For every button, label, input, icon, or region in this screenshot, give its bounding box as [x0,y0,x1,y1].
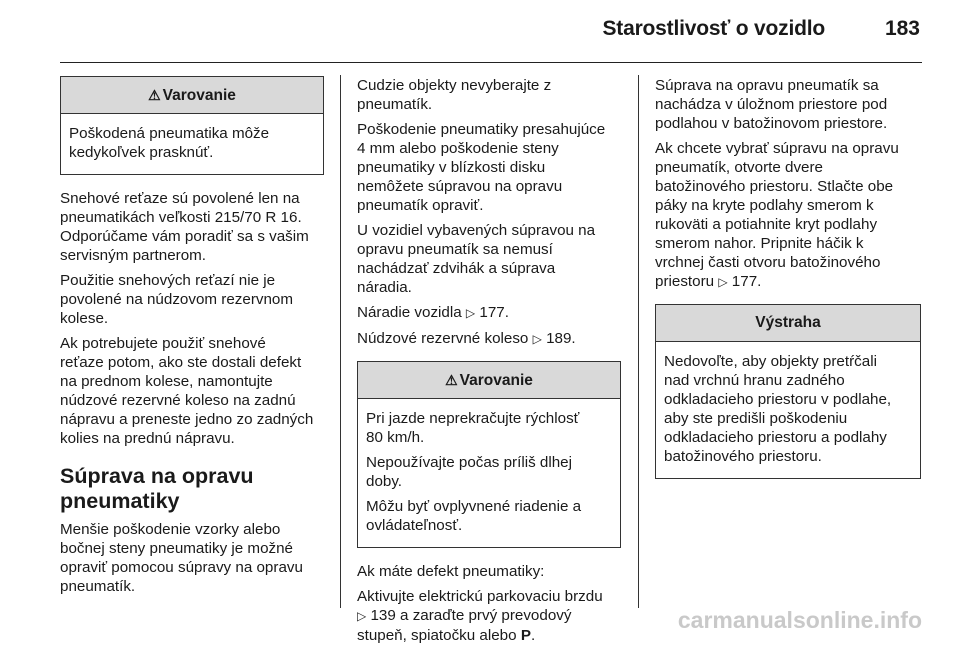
ref-page[interactable]: 189. [546,330,576,347]
ref-page[interactable]: 139 [370,607,396,624]
column-3 [655,76,921,491]
warning-text: Môžu byť ovplyvnené riadenie a ovládateľnosť. [366,498,582,534]
defect-step: Aktivujte elektrickú parkovaciu brzdu ▷ 139 a zaraďte prvý prevodový stupeň, spiatočku alebo P. [357,588,603,644]
paragraph: Ak máte defekt pneumatiky: [357,563,545,580]
warning-box [357,361,621,548]
warning-box [60,76,324,175]
warning-icon: ⚠ [445,372,458,388]
ref-page[interactable]: 177. [731,273,762,290]
cross-reference-tools: Náradie vozidla ▷ 177. [357,304,509,321]
caution-box [655,304,921,479]
page-header-title: Starostlivosť o vozidlo [602,17,825,40]
paragraph: Súprava na opravu pneumatík sa nachádza v úložnom priestore pod podlahou v batožinovom priestore. [655,77,888,132]
warning-text: Nepoužívajte počas príliš dlhej doby. [366,454,572,490]
paragraph: Cudzie objekty nevyberajte z pneumatík. [357,77,552,113]
ref-arrow-icon: ▷ [357,609,367,623]
ref-arrow-icon: ▷ [465,306,476,320]
paragraph: Menšie poškodenie vzorky alebo bočnej steny pneumatiky je možné opraviť pomocou súpravy na opravu pneumatík. [60,521,303,595]
header-divider [60,62,922,63]
gear-p-label: P [520,627,531,644]
warning-box-header [358,362,620,399]
paragraph: U vozidiel vybavených súpravou na opravu pneumatík sa nemusí nachádzať zdvihák a súprava náradia. [357,222,596,296]
watermark: carmanualsonline.info [677,607,922,633]
column-divider [638,75,639,608]
paragraph: Ak potrebujete použiť snehové reťaze potom, ako ste dostali defekt na prednom kolese, namontujte núdzové rezervné koleso na zadnú nápravu a preneste jedno zo zadných kolies na prednú nápravu. [60,335,314,447]
ref-arrow-icon: ▷ [532,332,542,346]
column-1 [60,76,324,602]
page-number: 183 [884,17,920,40]
warning-title: Varovanie [459,372,533,389]
column-divider [340,75,341,608]
ref-arrow-icon: ▷ [718,275,728,289]
cross-reference-spare: Núdzové rezervné koleso ▷ 189. [357,330,576,347]
caution-box-header: Výstraha [656,305,920,342]
caution-text: Nedovoľte, aby objekty pretŕčali nad vrchnú hranu zadného odkladacieho priestoru v podlahe, aby ste predišli poškodeniu odkladacieho priestoru a podlahy batožinového priestoru. [664,353,892,465]
warning-title: Varovanie [162,87,236,104]
warning-box-header [61,77,323,114]
paragraph: Poškodenie pneumatiky presahujúce 4 mm alebo poškodenie steny pneumatiky v blízkosti disku nemôžete súpravou na opravu pneumatík opraviť. [357,121,606,214]
section-heading: Súprava na opravu pneumatiky [60,464,254,513]
column-2 [357,76,621,651]
warning-text: Poškodená pneumatika môže kedykoľvek prasknúť. [69,125,270,161]
warning-text: Pri jazde neprekračujte rýchlosť 80 km/h. [366,410,580,446]
warning-icon: ⚠ [148,87,161,103]
paragraph: Použitie snehových reťazí nie je povolené na núdzovom rezervnom kolese. [60,272,294,327]
paragraph-with-ref: Ak chcete vybrať súpravu na opravu pneumatík, otvorte dvere batožinového priestoru. Stlačte obe páky na kryte podlahy smerom k rukoväti a potiahnite kryt podlahy smerom nahor. Pripnite háčik k vrchnej časti otvoru batožinového priestoru ▷ 177. [655,140,899,290]
ref-page[interactable]: 177. [479,304,509,321]
paragraph: Snehové reťaze sú povolené len na pneumatikách veľkosti 215/70 R 16. Odporúčame vám poradiť sa s vašim servisným partnerom. [60,190,309,264]
